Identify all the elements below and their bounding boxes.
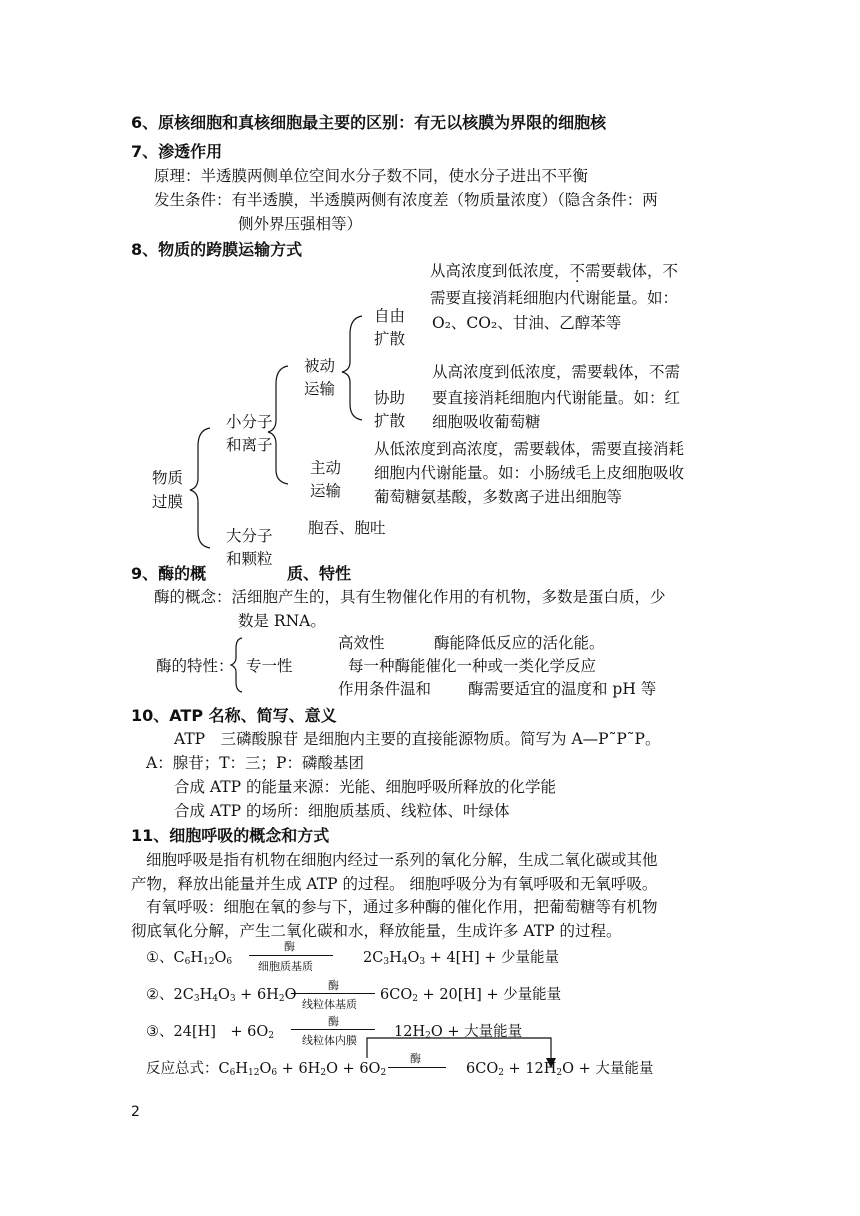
node-passive-1: 被动 xyxy=(304,357,336,375)
fac-desc-3: 细胞吸收葡萄糖 xyxy=(432,413,541,431)
active-desc-2: 细胞内代谢能量。如：小肠绒毛上皮细胞吸收 xyxy=(374,464,685,482)
resp-p2-b: 彻底氧化分解，产生二氧化碳和水，释放能量，生成许多 ATP 的过程。 xyxy=(131,922,622,940)
total-enzyme: 酶 xyxy=(410,1052,421,1065)
reaction-1-enzyme: 酶 xyxy=(284,940,295,953)
prop-2-desc: 每一种酶能催化一种或一类化学反应 xyxy=(348,657,597,675)
atp-line3: 合成 ATP 的能量来源：光能、细胞呼吸所释放的化学能 xyxy=(174,778,556,796)
fac-desc-2: 要直接消耗细胞内代谢能量。如：红 xyxy=(432,389,681,407)
prop-1-desc: 酶能降低反应的活化能。 xyxy=(434,634,605,652)
heading-11: 11、细胞呼吸的概念和方式 xyxy=(131,826,330,845)
reaction-2-reactant: ②、$2C_3H_4O_3 + 6H_2O$ xyxy=(146,987,297,1004)
reaction-1-condition: 细胞质基质 xyxy=(258,960,313,973)
heading-9-b: 质、特性 xyxy=(287,564,352,583)
prop-1: 高效性 xyxy=(338,634,385,652)
node-active-2: 运输 xyxy=(310,482,342,500)
heading-9-a: 9、酶的概 xyxy=(131,564,207,583)
prop-3-desc: 酶需要适宜的温度和 pH 等 xyxy=(468,680,657,698)
total-products: $6CO_2 + 12H_2O$ + 大量能量 xyxy=(466,1061,654,1078)
reaction-3-enzyme: 酶 xyxy=(328,1015,339,1028)
node-fac-2: 扩散 xyxy=(374,412,406,430)
node-active-1: 主动 xyxy=(310,459,342,477)
free-desc-3: O₂、CO₂、甘油、乙醇苯等 xyxy=(432,314,622,332)
prop-3: 作用条件温和 xyxy=(338,680,432,698)
enzyme-def-1: 酶的概念：活细胞产生的，具有生物催化作用的有机物，多数是蛋白质，少 xyxy=(154,588,666,606)
reaction-2-enzyme: 酶 xyxy=(328,979,339,992)
node-small-1: 小分子 xyxy=(226,413,273,431)
large-desc: 胞吞、胞吐 xyxy=(308,519,386,537)
free-desc-1: 从高浓度到低浓度，不需要载体，不 xyxy=(430,262,679,280)
prop-2: 专一性 xyxy=(246,657,293,675)
fac-desc-1: 从高浓度到低浓度，需要载体，不需 xyxy=(432,363,681,381)
osmosis-condition-line1: 发生条件：有半透膜，半透膜两侧有浓度差（物质量浓度）（隐含条件：两 xyxy=(154,191,658,209)
node-free-2: 扩散 xyxy=(374,330,406,348)
reaction-1-product: $2C_3H_4O_3 + 4[H]$ + 少量能量 xyxy=(363,950,560,967)
resp-p1-a: 细胞呼吸是指有机物在细胞内经过一系列的氧化分解，生成二氧化碳或其他 xyxy=(146,851,658,869)
heading-8: 8、物质的跨膜运输方式 xyxy=(131,240,303,259)
page-number: 2 xyxy=(131,1104,140,1120)
reaction-3-product: $12H_2O$ + 大量能量 xyxy=(394,1024,523,1041)
heading-10: 10、ATP 名称、简写、意义 xyxy=(131,706,337,725)
total-reactants: 反应总式：$C_6H_{12}O_6 + 6H_2O + 6O_2$ xyxy=(146,1061,387,1078)
resp-p1-b: 产物，释放出能量并生成 ATP 的过程。 细胞呼吸分为有氧呼吸和无氧呼吸。 xyxy=(131,875,658,893)
enzyme-def-2: 数是 RNA。 xyxy=(238,612,326,630)
node-passive-2: 运输 xyxy=(304,380,336,398)
node-large-1: 大分子 xyxy=(226,527,273,545)
node-fac-1: 协助 xyxy=(374,389,406,407)
reaction-1-reactant: ①、$C_6H_{12}O_6$ xyxy=(146,950,233,967)
node-root-2: 过膜 xyxy=(152,493,184,511)
node-large-2: 和颗粒 xyxy=(226,550,273,568)
reaction-3-reactant: ③、24[H] + $6O_2$ xyxy=(146,1024,275,1041)
atp-line4: 合成 ATP 的场所：细胞质基质、线粒体、叶绿体 xyxy=(174,802,510,820)
resp-p2-a: 有氧呼吸：细胞在氧的参与下，通过多种酶的催化作用，把葡萄糖等有机物 xyxy=(146,898,658,916)
osmosis-principle: 原理：半透膜两侧单位空间水分子数不同，使水分子进出不平衡 xyxy=(154,167,589,185)
node-root-1: 物质 xyxy=(152,469,184,487)
active-desc-3: 葡萄糖氨基酸，多数离子进出细胞等 xyxy=(374,488,623,506)
reaction-3-condition: 线粒体内膜 xyxy=(302,1034,357,1047)
atp-line2: A：腺苷；T：三；P：磷酸基团 xyxy=(146,754,364,772)
reaction-2-product: $6CO_2 + 20[H]$ + 少量能量 xyxy=(380,987,562,1004)
atp-line1: ATP 三磷酸腺苷 是细胞内主要的直接能源物质。简写为 A—P˜P˜P。 xyxy=(174,730,661,748)
free-desc-2: 需要直接消耗细胞内代谢能量。如： xyxy=(430,289,679,307)
node-free-1: 自由 xyxy=(374,307,406,325)
reaction-2-condition: 线粒体基质 xyxy=(302,998,357,1011)
heading-6: 6、原核细胞和真核细胞最主要的区别：有无以核膜为界限的细胞核 xyxy=(131,113,607,132)
active-desc-1: 从低浓度到高浓度，需要载体，需要直接消耗 xyxy=(374,440,685,458)
total-arrow xyxy=(388,1067,446,1068)
osmosis-condition-line2: 侧外界压强相等） xyxy=(238,215,363,233)
heading-7: 7、渗透作用 xyxy=(131,142,223,161)
prop-label: 酶的特性： xyxy=(156,657,234,675)
node-small-2: 和离子 xyxy=(226,436,273,454)
